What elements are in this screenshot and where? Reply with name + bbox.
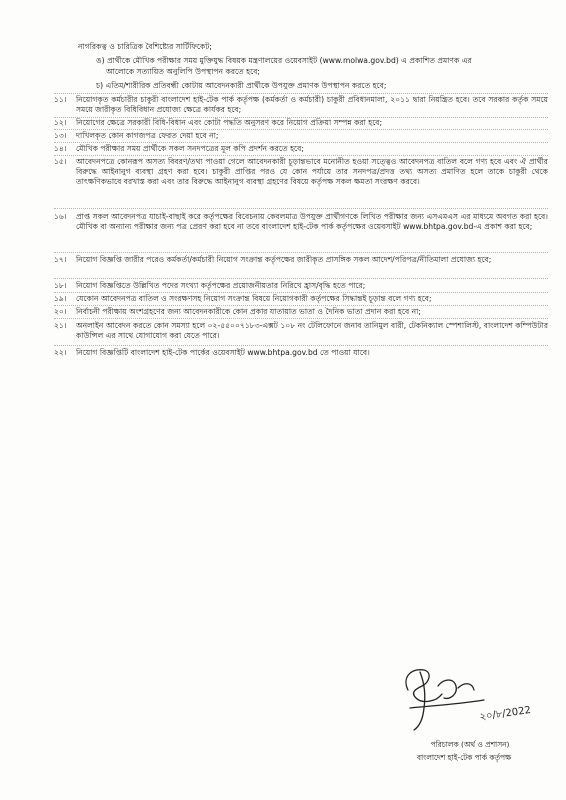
divider (54, 318, 548, 319)
item-number: ১২। (54, 118, 67, 127)
list-item (54, 118, 548, 128)
divider (54, 292, 548, 293)
divider (54, 252, 548, 253)
item-text: দাখিলকৃত কোন কাগজপত্র ফেরত দেয়া হবে না; (76, 131, 219, 140)
divider (54, 93, 548, 94)
signature-date: ২০/৮/2022 (478, 704, 532, 723)
divider (54, 208, 548, 209)
item-text: নিয়োগকৃত কর্মচারীর চাকুরী বাংলাদেশ হাই-টেক পার্ক কর্তৃপক্ষ (কর্মকর্তা ও কর্মচারী) চাকুরী প্রবিধানমালা, ২০১১ দ্বারা নিয়ন্ত্রিত হবে। তবে সরকার কর্তৃক সময়ে সময়ে জারীকৃত বিধিবিধান প্রযোজ্য ক্ষেত্রে কার্যকর হবে; (76, 95, 548, 115)
divider (54, 142, 548, 143)
divider (54, 155, 548, 156)
list-item (54, 95, 548, 115)
item-number: ২২। (54, 348, 67, 357)
item-text: আবেদনপত্রে কোনরূপ অসত্য বিবরণ/তথ্য পাওয়া গেলে আবেদনকারী চূড়ান্তভাবে মনোনীত হওয়া সত্ত্বেও আবেদনপত্র বাতিল বলে গণ্য হবে এবং ঐ প্রার্থীর বিরুদ্ধে আইনানুগ ব্যবস্থা গ্রহণ করা হবে। চাকুরী প্রাপ্তির পরও যে কোন পর্যায়ে তার সনদপত্র/প্রদত্ত তথ্য অসত্য প্রমাণিত হলে তাকে চাকুরী থেকে তাৎক্ষণিকভাবে বরখাস্ত করা এবং তার বিরুদ্ধে আইনানুগ ব্যবস্থা গ্রহণের বিষয়ে কর্তৃপক্ষ সকল ক্ষমতা সংরক্ষণ করবে। (76, 157, 548, 187)
intro-line-3: আলোকে সত্যায়িত অনুলিপি উপস্থাপন করতে হবে; (106, 67, 260, 76)
item-number: ১১। (54, 95, 67, 104)
item-number: ১৮। (54, 281, 67, 290)
list-item (54, 212, 548, 232)
item-text: নিয়োগ বিজ্ঞপ্তিতে উল্লিখিত পদের সংখ্যা কর্তৃপক্ষের প্রয়োজনীয়তার নিরিখে হ্রাস/বৃদ্ধি হতে পারে; (76, 281, 366, 290)
item-text: অনলাইন আবেদন করতে কোন সমস্যা হলে ০২-৫৫০০৭১৮৩-এক্সট ১০৮ নং টেলিফোনে জনাব তানিমুল বারী, টেকনিক্যাল স্পেশালিস্ট, বাংলাদেশ কম্পিউটার কাউন্সিল এর সাথে যোগাযোগ করা যেতে পারে। (76, 321, 548, 341)
item-text: নিয়োগ বিজ্ঞপ্তিটি বাংলাদেশ হাই-টেক পার্কের ওয়েবসাইট www.bhtpa.gov.bd তে পাওয়া যাবে। (76, 348, 370, 357)
list-item (54, 348, 548, 358)
list-item (54, 144, 548, 154)
divider (54, 278, 548, 279)
item-text: মৌখিক পরীক্ষার সময় প্রার্থীকে সকল সনদপত্রের মূল কপি প্রদর্শন করতে হবে; (76, 144, 304, 153)
list-item (54, 294, 548, 304)
item-number: ১৬। (54, 212, 67, 221)
intro-line-4: চ) এতিম/শারীরিক প্রতিবন্ধী কোটায় আবেদনকারী প্রার্থীকে উপযুক্ত প্রমাণক উপস্থাপন করতে হবে; (96, 81, 387, 90)
divider (54, 129, 548, 130)
item-text: যেকোন আবেদনপত্র বাতিল ও সংরক্ষণসহ নিয়োগ সংক্রান্ত বিষয়ে নিয়োগকারী কর্তৃপক্ষের সিদ্ধান্তই চূড়ান্ত বলে গণ্য হবে; (76, 294, 432, 303)
signature-image (380, 648, 560, 748)
list-item (54, 255, 548, 265)
list-item (54, 131, 548, 141)
item-number: ১৩। (54, 131, 67, 140)
item-number: ২০। (54, 307, 67, 316)
item-number: ১৪। (54, 144, 67, 153)
item-number: ১৯। (54, 294, 67, 303)
item-text: প্রাপ্ত সকল আবেদনপত্র যাচাই-বাছাই করে কর্তৃপক্ষের বিবেচনায় কেবলমাত্র উপযুক্ত প্রার্থীগণকে লিখিত পরীক্ষার জন্য এসএমএস এর মাধ্যমে অবগত করা হবে। মৌখিক বা অন্যান্য পরীক্ষার জন্য পত্র প্রেরণ করা হবে না তবে বাংলাদেশ হাই-টেক পার্ক কর্তৃপক্ষের ওয়েবসাইট www.bhtpa.gov.bd-এ প্রকাশ করা হবে; (76, 212, 548, 232)
signatory-title: পরিচালক (অর্থ ও প্রশাসন) (430, 740, 510, 749)
item-number: ২১। (54, 321, 67, 330)
list-item (54, 321, 548, 341)
list-item (54, 307, 548, 317)
item-number: ১৫। (54, 157, 67, 166)
intro-line-2: ঙ) প্রার্থীকে মৌখিক পরীক্ষার সময় মুক্তিযুদ্ধ বিষয়ক মন্ত্রণালয়ের ওয়েবসাইট (www.molwa.gov.bd) এ প্রকাশিত প্রমাণক এর (96, 56, 472, 65)
signatory-organization: বাংলাদেশ হাই-টেক পার্ক কর্তৃপক্ষ (416, 753, 512, 762)
list-item (54, 157, 548, 188)
item-text: নির্বাচনী পরীক্ষায় অংশগ্রহণের জন্য আবেদনকারীকে কোন প্রকার যাতায়াত ভাতা ও দৈনিক ভাতা প্রদান করা হবে না; (76, 307, 421, 316)
intro-line-1: নাগরিকত্ব ও চারিত্রিক বৈশিষ্ট্যের সার্টিফিকেট; (78, 42, 212, 51)
list-item (54, 281, 548, 291)
divider (54, 305, 548, 306)
divider (54, 345, 548, 346)
item-text: নিয়োগের ক্ষেত্রে সরকারী বিধি-বিধান এবং কোটা পদ্ধতি অনুসরণ করে নিয়োগ প্রক্রিয়া সম্পন্ন করা হবে; (76, 118, 383, 127)
item-text: নিয়োগ বিজ্ঞপ্তি জারীর পরেও কর্মকর্তা/কর্মচারী নিয়োগ সংক্রান্ত কর্তৃপক্ষের জারীকৃত প্রাসঙ্গিক সকল আদেশ/পরিপত্র/নীতিমালা প্রযোজ্য হবে; (76, 255, 492, 264)
item-number: ১৭। (54, 255, 67, 264)
